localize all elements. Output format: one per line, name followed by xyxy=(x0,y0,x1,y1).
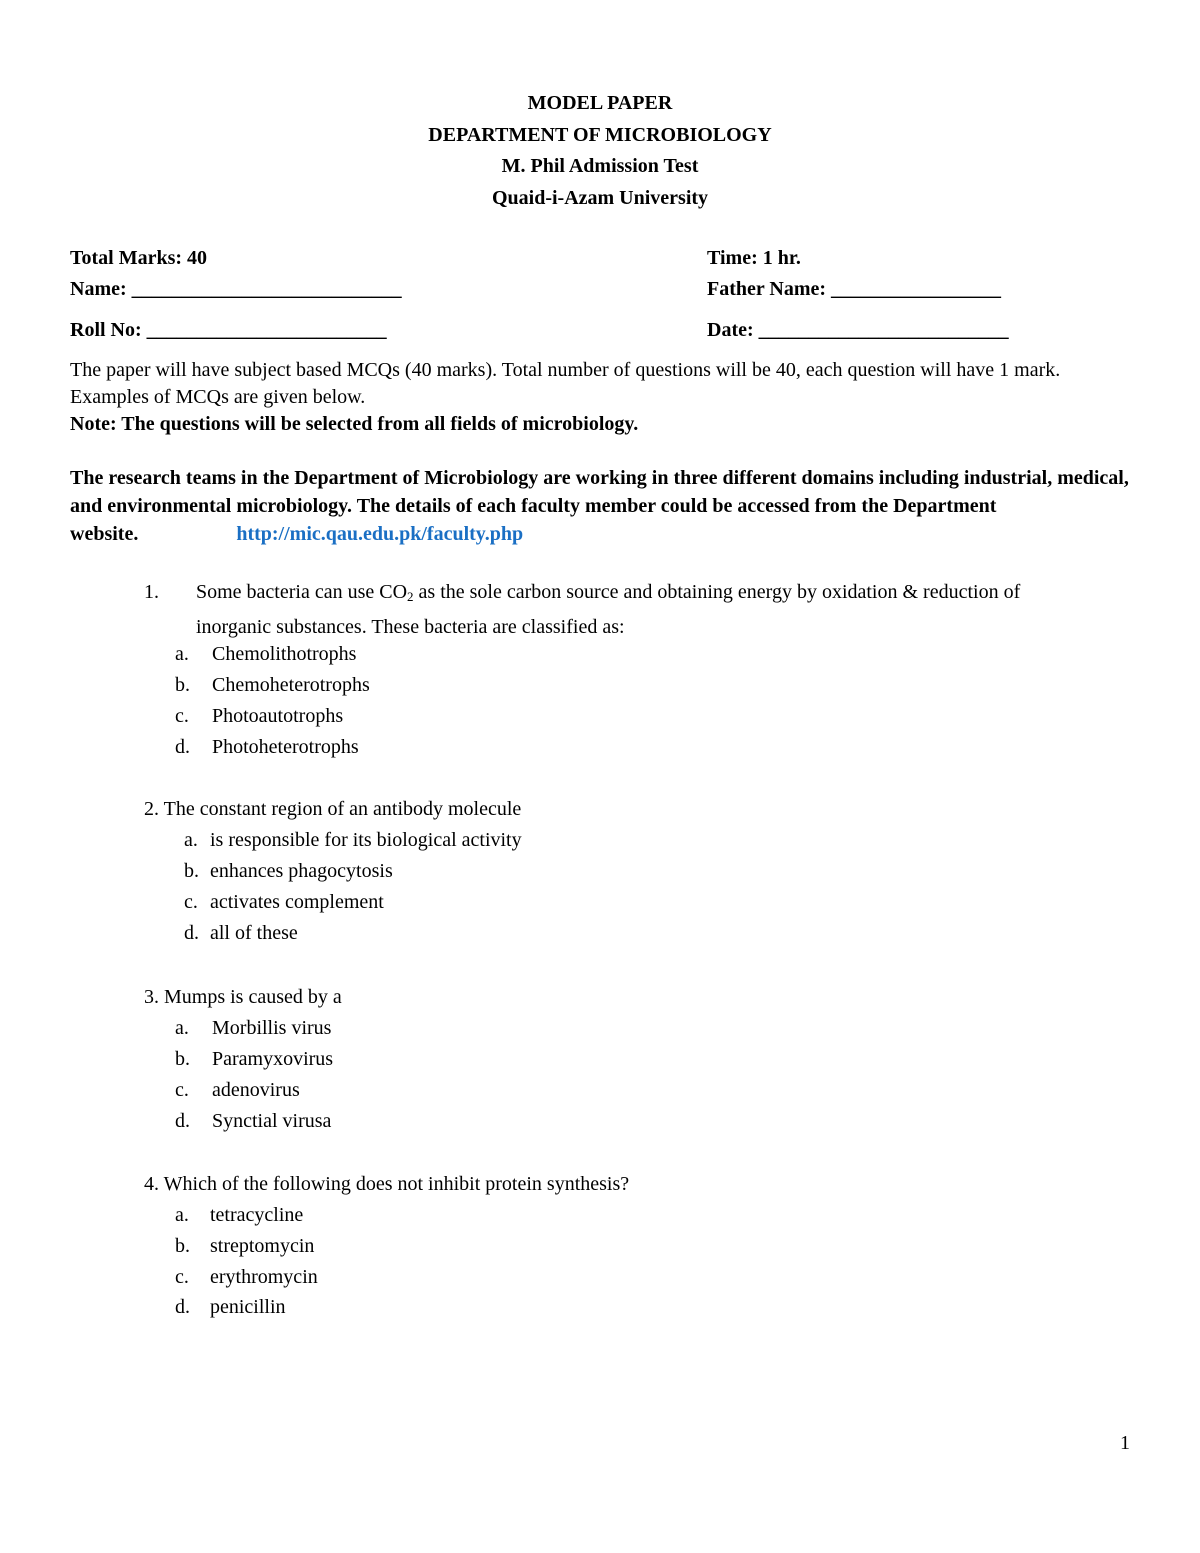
option-letter: b. xyxy=(175,674,190,696)
option-text: Synctial virusa xyxy=(212,1110,332,1132)
option-text: Photoheterotrophs xyxy=(212,736,359,758)
option-letter: b. xyxy=(175,1048,190,1070)
option-text: streptomycin xyxy=(210,1235,315,1257)
option-1a[interactable] xyxy=(175,639,356,670)
header-test-name: M. Phil Admission Test xyxy=(501,155,699,177)
option-text: is responsible for its biological activity xyxy=(210,829,522,851)
intro-block xyxy=(70,357,1140,438)
time-field: Time: 1 hr. xyxy=(707,247,801,269)
option-4c[interactable] xyxy=(175,1262,318,1293)
name-field: Name: ___________________________ xyxy=(70,278,402,300)
option-text: enhances phagocytosis xyxy=(210,860,393,882)
option-letter: c. xyxy=(175,705,189,727)
question-4: 4. Which of the following does not inhibit protein synthesis? xyxy=(144,1173,630,1195)
question-text-part: Some bacteria can use CO xyxy=(196,581,408,603)
option-1d[interactable] xyxy=(175,732,359,763)
option-1b[interactable] xyxy=(175,670,370,701)
option-2a[interactable] xyxy=(184,825,522,856)
research-text: The research teams in the Department of Microbiology are working in three different domains including industrial, medical, and environmental microbiology. The details of each faculty member could be accessed from the Department website. xyxy=(70,467,1129,545)
option-text: Chemoheterotrophs xyxy=(212,674,370,696)
option-letter: a. xyxy=(184,829,198,851)
question-2: 2. The constant region of an antibody molecule xyxy=(144,798,522,820)
option-2c[interactable] xyxy=(184,887,384,918)
option-2b[interactable] xyxy=(184,856,393,887)
option-text: Photoautotrophs xyxy=(212,705,344,727)
header-university: Quaid-i-Azam University xyxy=(491,186,709,209)
roll-no-field: Roll No: ________________________ xyxy=(70,319,387,341)
option-text: erythromycin xyxy=(210,1266,318,1288)
option-text: adenovirus xyxy=(212,1079,300,1101)
page-number: 1 xyxy=(1120,1432,1130,1454)
option-3b[interactable] xyxy=(175,1044,333,1075)
option-text: penicillin xyxy=(210,1296,286,1318)
question-number: 1. xyxy=(144,581,159,603)
intro-text: The paper will have subject based MCQs (40 marks). Total number of questions will be 40, each question will have 1 mark. Examples of MCQs are given below. xyxy=(70,359,1061,408)
option-4d[interactable] xyxy=(175,1292,286,1323)
date-field: Date: _________________________ xyxy=(707,319,1009,341)
option-letter: a. xyxy=(175,1204,189,1226)
option-letter: c. xyxy=(175,1266,189,1288)
option-text: tetracycline xyxy=(210,1204,304,1226)
option-letter: d. xyxy=(175,736,190,758)
research-block xyxy=(70,464,1140,548)
option-text: Chemolithotrophs xyxy=(212,643,357,665)
option-text: Paramyxovirus xyxy=(212,1048,334,1070)
option-2d[interactable] xyxy=(184,918,298,949)
option-1c[interactable] xyxy=(175,701,343,732)
intro-note: Note: The questions will be selected from all fields of microbiology. xyxy=(70,413,639,435)
option-3a[interactable] xyxy=(175,1013,331,1044)
question-3: 3. Mumps is caused by a xyxy=(144,986,342,1008)
question-text xyxy=(196,577,1096,643)
option-letter: c. xyxy=(175,1079,189,1101)
question-text-part: as the sole carbon source and obtaining energy by oxidation & reduction of inorganic substances. These bacteria are classified as: xyxy=(196,581,1021,638)
option-letter: a. xyxy=(175,643,189,665)
option-text: activates complement xyxy=(210,891,384,913)
option-4a[interactable] xyxy=(175,1200,303,1231)
header-department: DEPARTMENT OF MICROBIOLOGY xyxy=(428,123,772,146)
option-letter: a. xyxy=(175,1017,189,1039)
option-text: all of these xyxy=(210,922,298,944)
option-letter: d. xyxy=(175,1296,190,1318)
total-marks-field: Total Marks: 40 xyxy=(70,247,208,269)
document-header xyxy=(0,88,1200,214)
option-3d[interactable] xyxy=(175,1106,331,1137)
option-letter: c. xyxy=(184,891,198,913)
subscript: 2 xyxy=(407,589,414,604)
option-text: Morbillis virus xyxy=(212,1017,332,1039)
father-name-field: Father Name: _________________ xyxy=(707,278,1002,300)
faculty-link[interactable]: http://mic.qau.edu.pk/faculty.php xyxy=(236,523,524,545)
option-letter: d. xyxy=(175,1110,190,1132)
option-letter: b. xyxy=(175,1235,190,1257)
option-letter: b. xyxy=(184,860,199,882)
option-4b[interactable] xyxy=(175,1231,314,1262)
option-3c[interactable] xyxy=(175,1075,300,1106)
option-letter: d. xyxy=(184,922,199,944)
header-title: MODEL PAPER xyxy=(527,92,673,114)
